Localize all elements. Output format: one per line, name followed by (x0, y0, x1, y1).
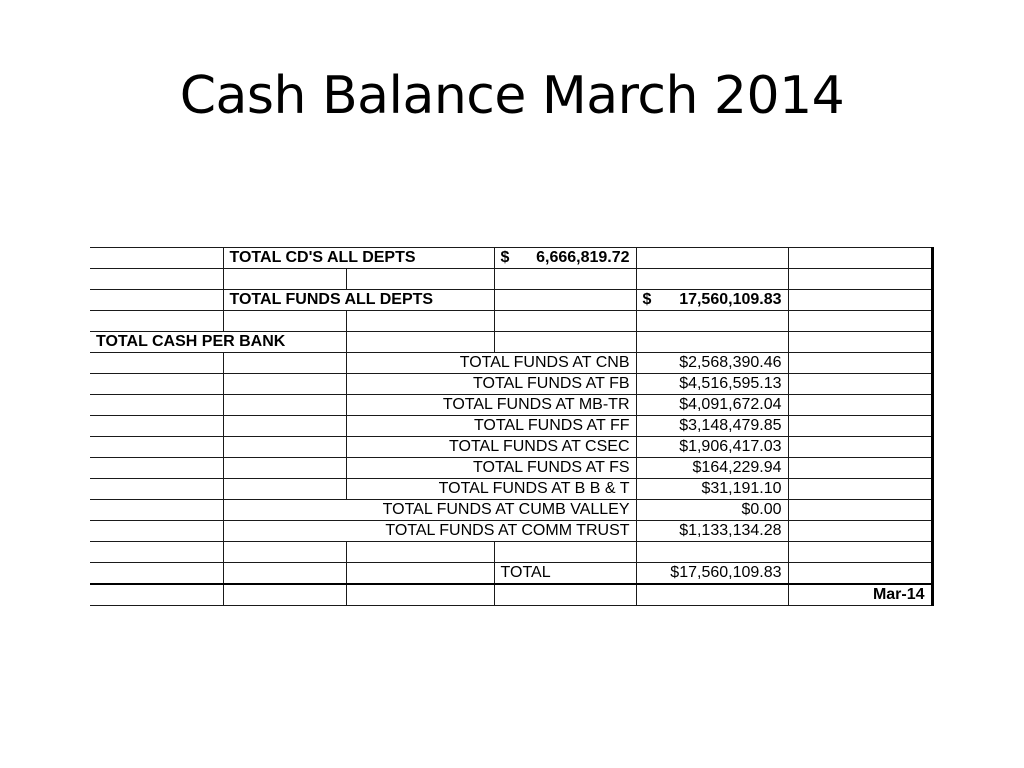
cell (90, 374, 223, 395)
bank-amount: $4,516,595.13 (636, 374, 788, 395)
cell (90, 416, 223, 437)
cell (788, 374, 932, 395)
bank-label: TOTAL FUNDS AT FF (346, 416, 636, 437)
bank-amount: $4,091,672.04 (636, 395, 788, 416)
cell (788, 458, 932, 479)
bank-row (90, 521, 932, 542)
bank-amount: $1,133,134.28 (636, 521, 788, 542)
bank-label: TOTAL FUNDS AT CSEC (346, 437, 636, 458)
table-row (90, 332, 932, 353)
cell (636, 584, 788, 606)
cell (90, 437, 223, 458)
cell (494, 542, 636, 563)
bank-row (90, 500, 932, 521)
cell (90, 311, 223, 332)
bank-amount: $0.00 (636, 500, 788, 521)
bank-amount: $1,906,417.03 (636, 437, 788, 458)
cd-amount: 6,666,819.72 (536, 249, 630, 266)
cell (346, 563, 494, 585)
bank-row (90, 458, 932, 479)
cell (788, 416, 932, 437)
table-row (90, 311, 932, 332)
cell (223, 353, 346, 374)
table-row (90, 542, 932, 563)
cell (636, 248, 788, 269)
slide-title: Cash Balance March 2014 (179, 66, 845, 126)
cd-label: TOTAL CD'S ALL DEPTS (223, 248, 494, 269)
cell (788, 479, 932, 500)
bank-row (90, 353, 932, 374)
cell (494, 290, 636, 311)
cell (346, 542, 494, 563)
bank-label: TOTAL FUNDS AT COMM TRUST (223, 521, 636, 542)
bank-label: TOTAL FUNDS AT MB-TR (346, 395, 636, 416)
cell (788, 500, 932, 521)
total-amount: $17,560,109.83 (636, 563, 788, 585)
cash-per-bank-label: TOTAL CASH PER BANK (90, 332, 346, 353)
cell (788, 248, 932, 269)
bank-label: TOTAL FUNDS AT B B & T (346, 479, 636, 500)
spreadsheet (90, 247, 932, 606)
bank-label: TOTAL FUNDS AT FS (346, 458, 636, 479)
cell (494, 311, 636, 332)
cell (788, 290, 932, 311)
cell (223, 584, 346, 606)
bank-amount: $2,568,390.46 (636, 353, 788, 374)
cell (90, 269, 223, 290)
cell (636, 542, 788, 563)
cell (788, 353, 932, 374)
cell (636, 269, 788, 290)
bank-row (90, 374, 932, 395)
cell (90, 584, 223, 606)
cell (90, 479, 223, 500)
cell (223, 458, 346, 479)
cell (788, 311, 932, 332)
funds-amount: 17,560,109.83 (679, 291, 782, 308)
total-label: TOTAL (494, 563, 636, 585)
cell (223, 437, 346, 458)
cell (494, 584, 636, 606)
table-row (90, 290, 932, 311)
total-row (90, 563, 932, 585)
cell (788, 521, 932, 542)
cell (788, 395, 932, 416)
bank-label: TOTAL FUNDS AT FB (346, 374, 636, 395)
table-row (90, 248, 932, 269)
funds-amount-cell (636, 290, 788, 311)
cell (788, 269, 932, 290)
cell (788, 437, 932, 458)
cell (346, 332, 494, 353)
bank-row (90, 479, 932, 500)
cell (788, 542, 932, 563)
cell (90, 500, 223, 521)
cell (346, 311, 494, 332)
cell (636, 332, 788, 353)
table-row (90, 269, 932, 290)
bank-amount: $3,148,479.85 (636, 416, 788, 437)
cell (90, 542, 223, 563)
bank-row (90, 395, 932, 416)
cell (346, 584, 494, 606)
bank-row (90, 416, 932, 437)
month-label: Mar-14 (788, 584, 932, 606)
cd-currency: $ (500, 249, 510, 266)
month-row (90, 584, 932, 606)
cell (90, 458, 223, 479)
cell (223, 269, 346, 290)
bank-label: TOTAL FUNDS AT CUMB VALLEY (223, 500, 636, 521)
cell (90, 290, 223, 311)
cell (494, 269, 636, 290)
cell (223, 479, 346, 500)
cell (223, 395, 346, 416)
bank-amount: $164,229.94 (636, 458, 788, 479)
bank-label: TOTAL FUNDS AT CNB (346, 353, 636, 374)
cell (494, 332, 636, 353)
cell (90, 563, 223, 585)
cell (90, 521, 223, 542)
cell (788, 563, 932, 585)
cell (223, 563, 346, 585)
funds-currency: $ (642, 291, 652, 308)
funds-label: TOTAL FUNDS ALL DEPTS (223, 290, 494, 311)
cell (346, 269, 494, 290)
cell (223, 374, 346, 395)
cell (788, 332, 932, 353)
cell (636, 311, 788, 332)
bank-amount: $31,191.10 (636, 479, 788, 500)
cell (90, 353, 223, 374)
cd-amount-cell (494, 248, 636, 269)
cell (223, 311, 346, 332)
cash-balance-table (90, 247, 934, 606)
cell (223, 542, 346, 563)
cell (90, 248, 223, 269)
cell (90, 395, 223, 416)
bank-row (90, 437, 932, 458)
cell (223, 416, 346, 437)
